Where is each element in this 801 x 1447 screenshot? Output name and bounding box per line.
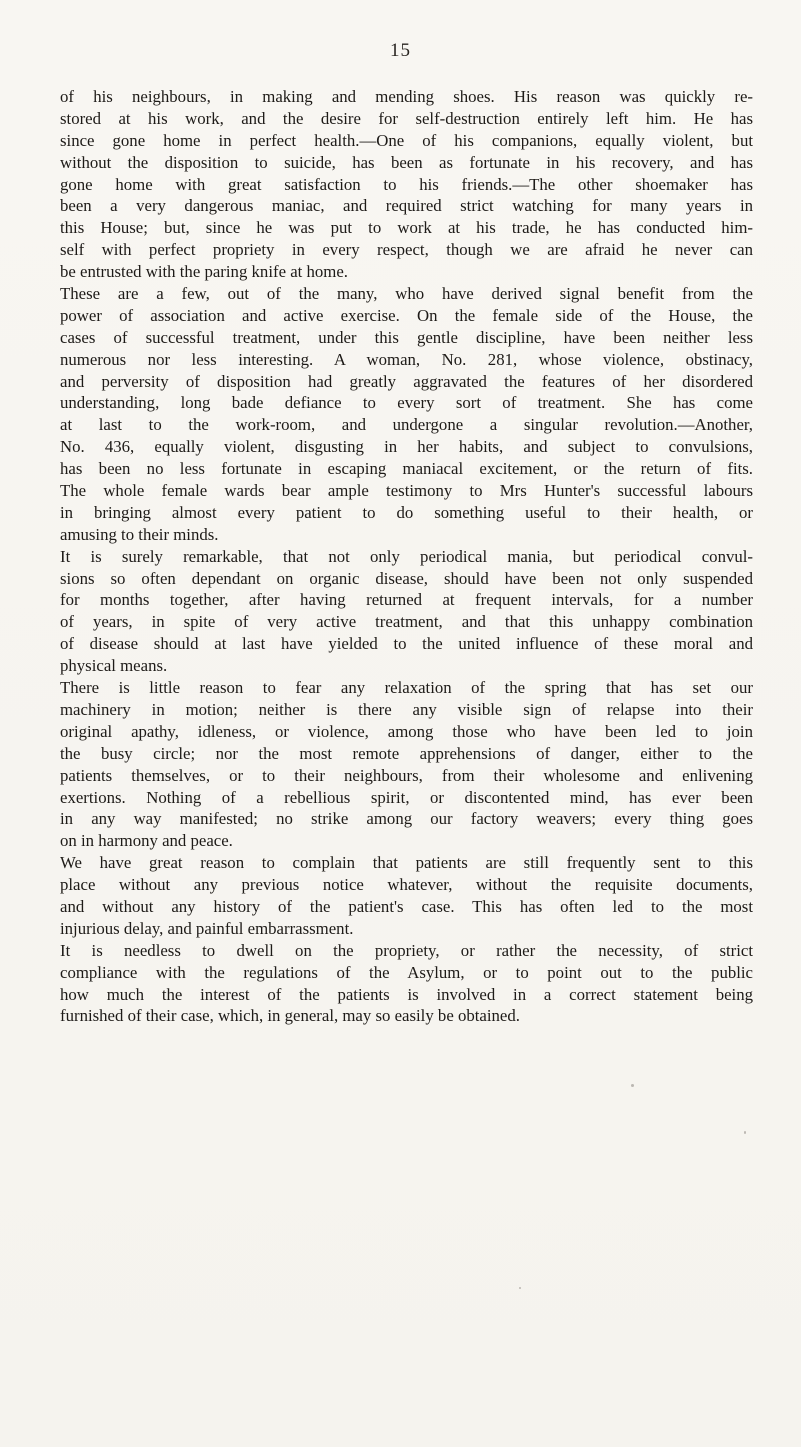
text-line: sions so often dependant on organic disease, should have been not only suspended: [60, 568, 753, 588]
text-line: stored at his work, and the desire for self-destruction entirely left him. He has: [60, 108, 753, 128]
text-line: physical means.: [60, 656, 168, 676]
text-line: These are a few, out of the many, who have derived signal benefit from the: [60, 284, 753, 304]
text-line: understanding, long bade defiance to every sort of treatment. She has come: [60, 393, 753, 413]
text-line: power of association and active exercise. On the female side of the House, the: [60, 305, 753, 325]
print-speck: [519, 1287, 521, 1289]
text-line: exertions. Nothing of a rebellious spirit, or discontented mind, has ever been: [60, 787, 753, 807]
body-text: [60, 86, 753, 1027]
text-line: and without any history of the patient's case. This has often led to the most: [60, 896, 753, 916]
text-line: There is little reason to fear any relaxation of the spring that has set our: [60, 678, 753, 698]
text-line: at last to the work-room, and undergone a singular revolution.—Another,: [60, 415, 753, 435]
text-line: It is needless to dwell on the propriety, or rather the necessity, of strict: [60, 940, 753, 960]
text-line: furnished of their case, which, in general, may so easily be obtained.: [60, 1006, 520, 1026]
text-line: amusing to their minds.: [60, 524, 219, 544]
text-line: numerous nor less interesting. A woman, No. 281, whose violence, obstinacy,: [60, 349, 753, 369]
text-line: It is surely remarkable, that not only periodical mania, but periodical convul-: [60, 546, 753, 566]
text-line: in any way manifested; no strike among our factory weavers; every thing goes: [60, 809, 753, 829]
text-line: has been no less fortunate in escaping maniacal excitement, or the return of fits.: [60, 459, 753, 479]
text-line: original apathy, idleness, or violence, among those who have been led to join: [60, 721, 753, 741]
text-line: machinery in motion; neither is there any visible sign of relapse into their: [60, 699, 753, 719]
text-line: gone home with great satisfaction to his friends.—The other shoemaker has: [60, 174, 753, 194]
text-line: since gone home in perfect health.—One of his companions, equally violent, but: [60, 130, 753, 150]
text-line: the busy circle; nor the most remote apprehensions of danger, either to the: [60, 743, 753, 763]
text-line: of disease should at last have yielded to the united influence of these moral and: [60, 634, 753, 654]
text-line: and perversity of disposition had greatly aggravated the features of her disordered: [60, 371, 753, 391]
text-line: for months together, after having returned at frequent intervals, for a number: [60, 590, 753, 610]
text-line: self with perfect propriety in every respect, though we are afraid he never can: [60, 240, 753, 260]
text-line: patients themselves, or to their neighbours, from their wholesome and enlivening: [60, 765, 753, 785]
text-line: cases of successful treatment, under this gentle discipline, have been neither less: [60, 327, 753, 347]
text-line: be entrusted with the paring knife at home.: [60, 262, 348, 282]
text-line: in bringing almost every patient to do something useful to their health, or: [60, 502, 753, 522]
text-line: injurious delay, and painful embarrassment.: [60, 918, 354, 938]
text-line: compliance with the regulations of the Asylum, or to point out to the public: [60, 962, 753, 982]
page-number: 15: [390, 40, 411, 61]
text-line: without the disposition to suicide, has been as fortunate in his recovery, and has: [60, 152, 753, 172]
print-speck: [631, 1084, 634, 1087]
text-line: of his neighbours, in making and mending shoes. His reason was quickly re-: [60, 87, 753, 106]
text-line: on in harmony and peace.: [60, 831, 233, 851]
text-line: place without any previous notice whatever, without the requisite documents,: [60, 875, 753, 895]
text-line: The whole female wards bear ample testimony to Mrs Hunter's successful labours: [60, 481, 753, 501]
text-line: been a very dangerous maniac, and required strict watching for many years in: [60, 196, 753, 216]
print-speck: [744, 1131, 746, 1134]
text-line: how much the interest of the patients is involved in a correct statement being: [60, 984, 753, 1004]
text-line: of years, in spite of very active treatment, and that this unhappy combination: [60, 612, 753, 632]
text-line: No. 436, equally violent, disgusting in her habits, and subject to convulsions,: [60, 437, 753, 457]
text-line: We have great reason to complain that patients are still frequently sent to this: [60, 853, 753, 873]
text-line: this House; but, since he was put to work at his trade, he has conducted him-: [60, 218, 753, 238]
